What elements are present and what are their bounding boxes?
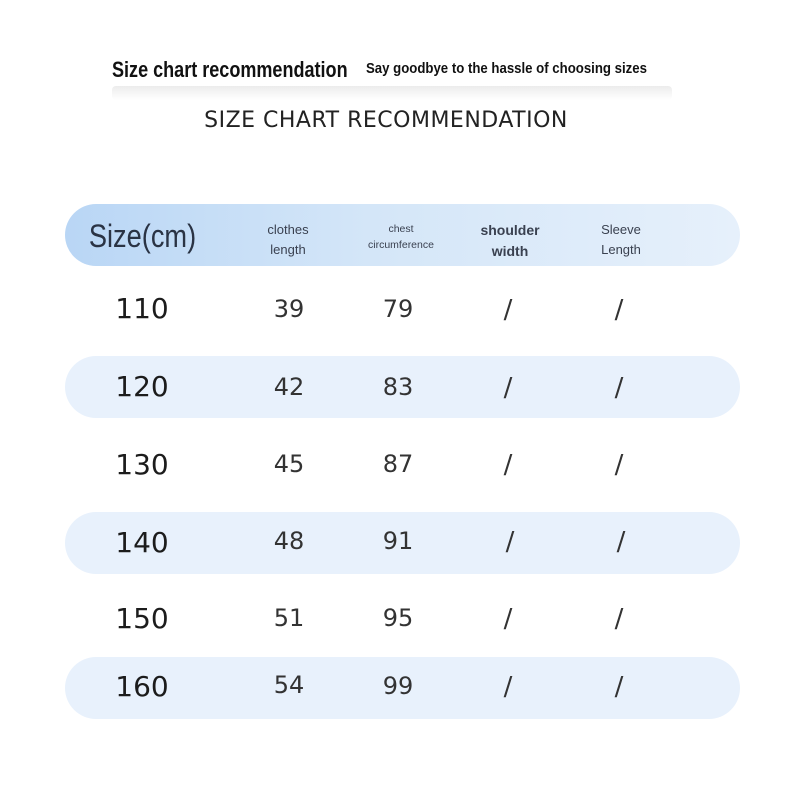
row-130-shoulder: /: [503, 450, 513, 480]
header-shoulder-line1: shoulder: [480, 222, 540, 238]
row-110-sleeve: /: [614, 295, 624, 325]
row-110-size: 110: [115, 292, 169, 325]
row-130-length: 45: [273, 450, 305, 478]
row-160-size: 160: [115, 670, 169, 703]
header-size: Size(cm): [88, 218, 197, 254]
header-sleeve-line2: Length: [601, 241, 641, 257]
row-160-length: 54: [273, 671, 305, 699]
header-chest-circumference: [350, 222, 452, 254]
row-150-sleeve: /: [614, 604, 624, 634]
row-140-size: 140: [115, 526, 169, 559]
row-140-sleeve: /: [616, 527, 626, 557]
row-110-length: 39: [273, 295, 305, 323]
row-160-chest: 99: [382, 672, 414, 700]
row-140-length: 48: [273, 527, 305, 555]
row-110-shoulder: /: [503, 295, 513, 325]
row-150-chest: 95: [382, 604, 414, 632]
header-chest-line1: chest: [388, 223, 414, 235]
row-160-shoulder: /: [503, 672, 513, 702]
row-120-sleeve: /: [614, 373, 624, 403]
headline: [112, 57, 647, 83]
header-clothes-length-line2: length: [270, 241, 306, 257]
row-140-shoulder: /: [505, 527, 515, 557]
row-130-sleeve: /: [614, 450, 624, 480]
row-150-shoulder: /: [503, 604, 513, 634]
header-shoulder-line2: width: [491, 243, 529, 259]
header-sleeve-line1: Sleeve: [601, 222, 641, 237]
header-clothes-length-line1: clothes: [267, 222, 309, 237]
row-120-length: 42: [273, 373, 305, 401]
headline-main: Size chart recommendation: [112, 57, 348, 82]
row-150-size: 150: [115, 602, 169, 635]
row-120-chest: 83: [382, 373, 414, 401]
header-shoulder-width: [460, 220, 560, 262]
header-sleeve-length: [571, 220, 671, 259]
row-120-size: 120: [115, 370, 169, 403]
row-110-chest: 79: [382, 295, 414, 323]
row-120-shoulder: /: [503, 373, 513, 403]
header-clothes-length: [238, 220, 338, 259]
headline-reflection: [112, 86, 672, 100]
row-150-length: 51: [273, 604, 305, 632]
row-130-size: 130: [115, 448, 169, 481]
row-160-sleeve: /: [614, 672, 624, 702]
header-chest-line2: circumference: [368, 238, 434, 251]
row-140-chest: 91: [382, 527, 414, 555]
headline-sub: Say goodbye to the hassle of choosing sizes: [366, 60, 647, 77]
row-130-chest: 87: [382, 450, 414, 478]
page-title: SIZE CHART RECOMMENDATION: [204, 108, 568, 133]
